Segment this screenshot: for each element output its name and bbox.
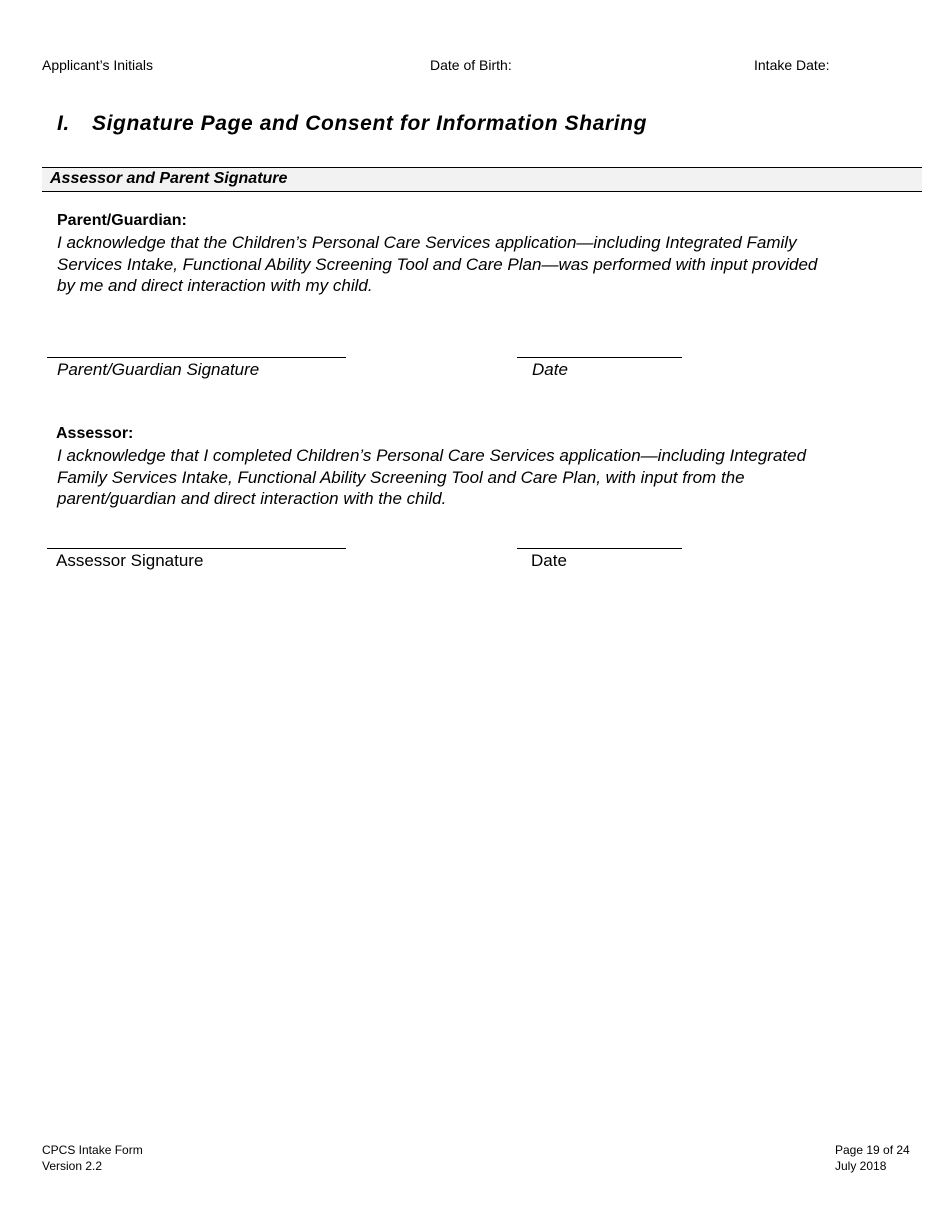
parent-signature-line[interactable] [47, 357, 346, 358]
footer-page-number: Page 19 of 24 [835, 1143, 910, 1157]
section-title-text: Signature Page and Consent for Information Sharing [92, 112, 648, 135]
section-number: I. [57, 112, 70, 135]
assessor-heading: Assessor: [56, 425, 134, 442]
applicant-initials-label: Applicant’s Initials [42, 57, 154, 73]
section-title [57, 112, 647, 136]
intake-date-label: Intake Date: [754, 57, 830, 73]
footer-version: Version 2.2 [42, 1159, 103, 1173]
parent-signature-label: Parent/Guardian Signature [57, 360, 260, 379]
assessor-date-label: Date [531, 551, 567, 570]
parent-guardian-acknowledgement: I acknowledge that the Children’s Personal Care Services application—including Integrated Family Services Intake, Functional Ability Screening Tool and Care Plan—was performed with input provided by me and direct interaction with my child. [57, 233, 818, 295]
assessor-signature-line[interactable] [47, 548, 346, 549]
parent-date-line[interactable] [517, 357, 682, 358]
section-header-bar [42, 167, 922, 192]
date-of-birth-label: Date of Birth: [430, 57, 512, 73]
assessor-acknowledgement: I acknowledge that I completed Children’s Personal Care Services application—including Integrated Family Services Intake, Functional Ability Screening Tool and Care Plan, with input from the parent/guardian and direct interaction with the child. [57, 446, 807, 508]
footer-form-name: CPCS Intake Form [42, 1143, 143, 1157]
parent-guardian-heading: Parent/Guardian: [57, 212, 187, 229]
section-header-bar-label: Assessor and Parent Signature [50, 170, 288, 187]
assessor-date-line[interactable] [517, 548, 682, 549]
footer-date: July 2018 [835, 1159, 887, 1173]
assessor-signature-label: Assessor Signature [56, 551, 204, 570]
parent-date-label: Date [532, 360, 568, 379]
